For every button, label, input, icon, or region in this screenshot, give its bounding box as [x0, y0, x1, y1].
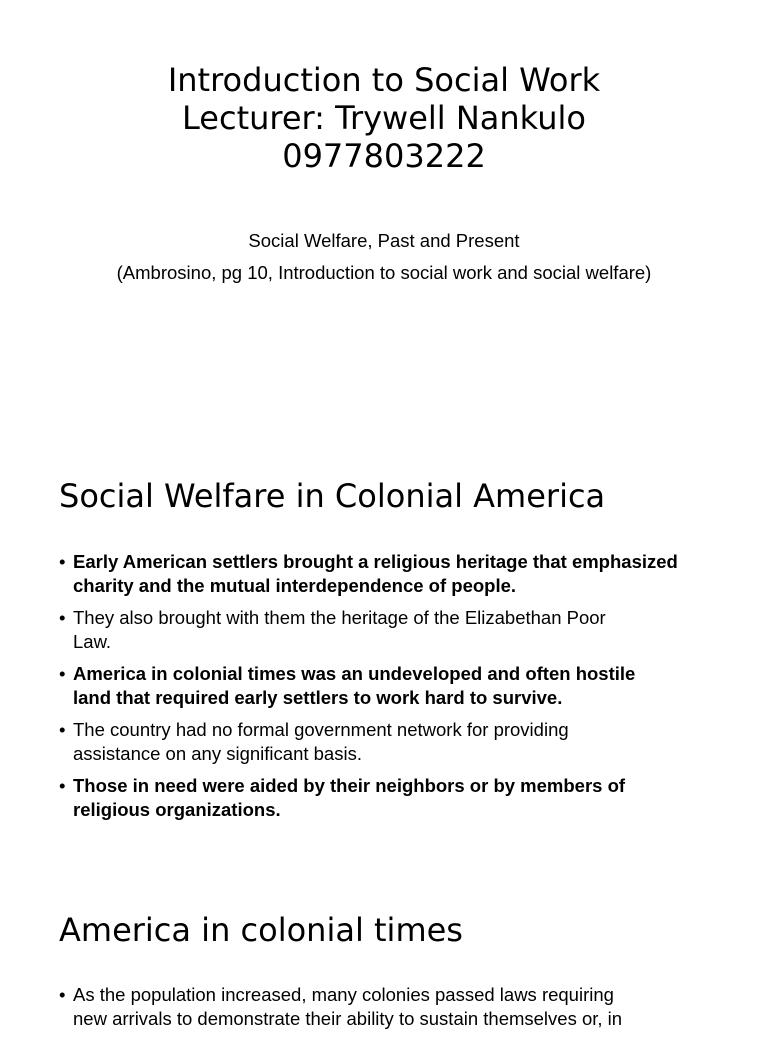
bullet-text-line: new arrivals to demonstrate their ability to sustain themselves or, in: [73, 1008, 623, 1029]
slide-subtitle: [0, 225, 768, 289]
bullet-icon: •: [59, 719, 66, 740]
slide-heading: America in colonial times: [59, 911, 463, 949]
bullet-icon: •: [59, 607, 66, 628]
bullet-text-line: They also brought with them the heritage of the Elizabethan Poor: [73, 607, 606, 628]
slide-heading: Social Welfare in Colonial America: [59, 477, 606, 515]
title-line-lecturer: Lecturer: Trywell Nankulo: [182, 99, 586, 137]
bullet-text-line: Law.: [73, 631, 112, 652]
title-line-course: Introduction to Social Work: [167, 61, 601, 99]
bullet-text-line: As the population increased, many colonies passed laws requiring: [73, 984, 614, 1005]
list-item: [59, 774, 759, 822]
bullet-text-line: religious organizations.: [73, 799, 281, 820]
list-item: [59, 662, 759, 710]
bullet-text-line: charity and the mutual interdependence of people.: [73, 575, 517, 596]
bullet-icon: •: [59, 775, 66, 796]
bullet-text-line: land that required early settlers to work hard to survive.: [73, 687, 563, 708]
bullet-text-line: The country had no formal government network for providing: [73, 719, 569, 740]
bullet-list: [59, 983, 759, 1039]
bullet-text-line: America in colonial times was an undeveloped and often hostile: [73, 663, 636, 684]
subtitle-topic: Social Welfare, Past and Present: [248, 230, 520, 251]
slide-title: [0, 61, 768, 175]
bullet-icon: •: [59, 984, 66, 1005]
list-item: [59, 550, 759, 598]
bullet-icon: •: [59, 663, 66, 684]
title-line-phone: 0977803222: [282, 137, 486, 175]
bullet-list: [59, 550, 759, 830]
list-item: [59, 718, 759, 766]
list-item: [59, 606, 759, 654]
bullet-icon: •: [59, 551, 66, 572]
bullet-text-line: Those in need were aided by their neighbors or by members of: [73, 775, 626, 796]
bullet-text-line: assistance on any significant basis.: [73, 743, 362, 764]
subtitle-reference: (Ambrosino, pg 10, Introduction to social work and social welfare): [116, 262, 652, 283]
bullet-text-line: Early American settlers brought a religious heritage that emphasized: [73, 551, 678, 572]
